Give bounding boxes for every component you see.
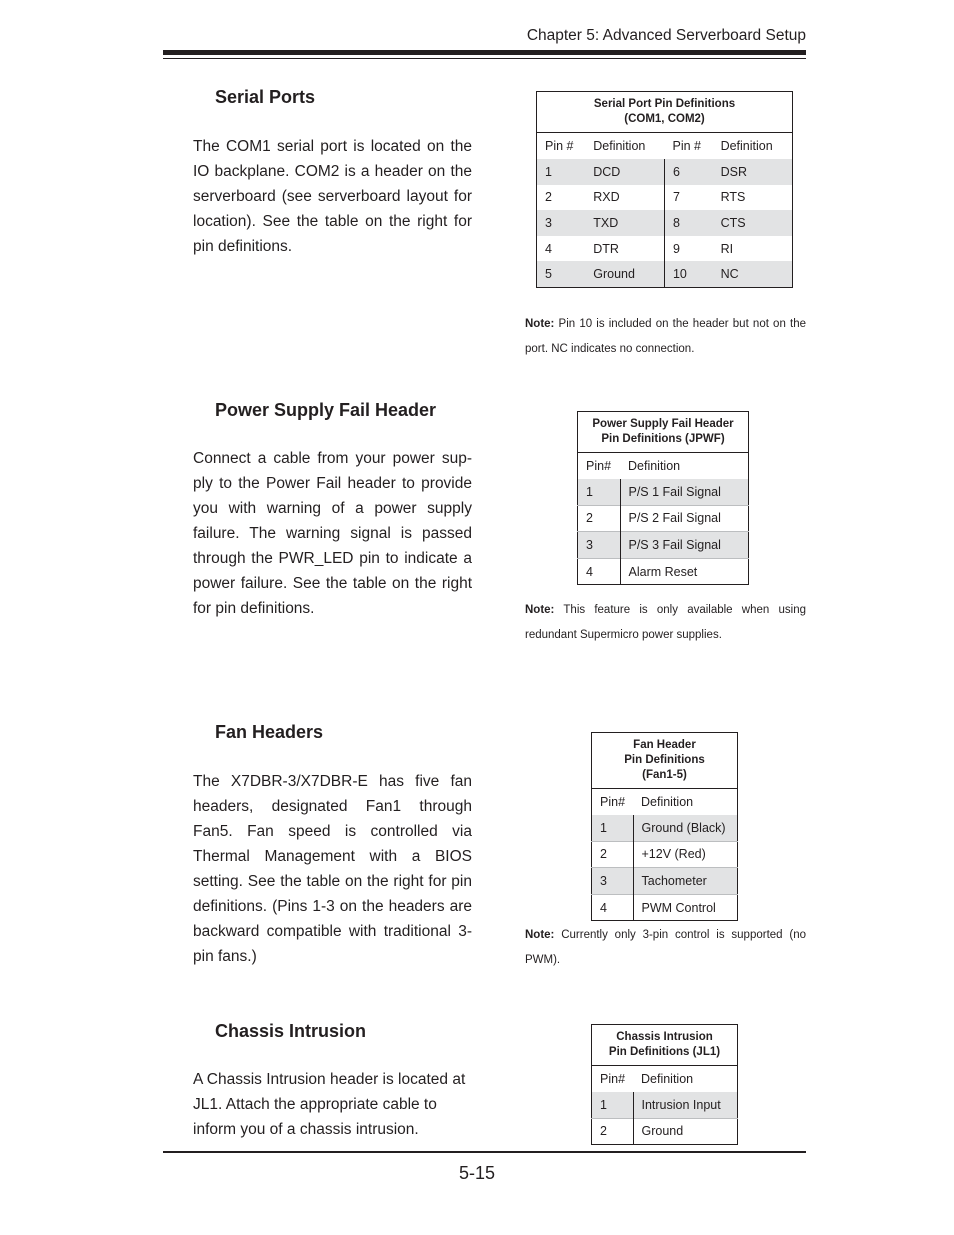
chassis-intrusion-heading: Chassis Intrusion [215, 1021, 367, 1041]
chassis-intrusion-body: A Chassis Intrusion header is located at JL1. Attach the appropriate cable to inform you of a chassis intrusion. [193, 1071, 466, 1138]
table-row: 1 DCD 6 DSR [537, 159, 793, 185]
table-row: 4 Alarm Reset [578, 558, 749, 585]
table-row: 2 RXD 7 RTS [537, 185, 793, 211]
table-row: 2 Ground [592, 1118, 738, 1145]
col-header: Definition [593, 139, 646, 153]
chapter-header: Chapter 5: Advanced Serverboard Setup [526, 27, 806, 44]
fan-table-title: Fan Header Pin Definitions (Fan1-5) [592, 733, 738, 789]
table-row: 2 P/S 2 Fail Signal [578, 505, 749, 532]
col-header: Definition [641, 795, 694, 809]
fan-pin-table [591, 732, 738, 921]
note-text: Pin 10 is included on the header but not on the port. NC indicates no connection. [525, 318, 806, 355]
fan-headers-body: The X7DBR-3/X7DBR-E has five fan headers, designated Fan1 through Fan5. Fan speed is controlled via Thermal Management with a BIOS setting. See the table on the right for pin definitions. (Pins 1-3 on the headers are backward compatible with traditional 3-pin fans.) [193, 773, 472, 965]
col-header: Pin # [672, 139, 701, 153]
serial-note [525, 312, 806, 362]
serial-pin-table [536, 91, 793, 288]
table-row: 1 Intrusion Input [592, 1092, 738, 1118]
table-row: 3 P/S 3 Fail Signal [578, 532, 749, 559]
serial-table-title: Serial Port Pin Definitions (COM1, COM2) [537, 92, 793, 133]
fan-note [525, 923, 806, 973]
table-row: 5 Ground 10 NC [537, 261, 793, 287]
table-row: 2 +12V (Red) [592, 841, 738, 868]
note-label: Note: [525, 929, 555, 941]
chassis-table-title: Chassis Intrusion Pin Definitions (JL1) [592, 1025, 738, 1066]
table-row: 3 Tachometer [592, 868, 738, 895]
table-row: 4 DTR 9 RI [537, 236, 793, 262]
psu-table-title: Power Supply Fail Header Pin Definitions (JPWF) [578, 412, 749, 453]
fan-table-header [592, 789, 738, 816]
col-header: Pin# [600, 795, 626, 809]
serial-ports-heading: Serial Ports [215, 87, 316, 107]
note-text: This feature is only available when using redundant Supermicro power supplies. [525, 604, 806, 641]
page-number: 5-15 [458, 1163, 496, 1183]
footer-rule [163, 1151, 806, 1153]
note-label: Note: [525, 604, 555, 616]
col-header: Pin# [600, 1072, 626, 1086]
serial-ports-body: The COM1 serial port is located on the IO backplane. COM2 is a header on the serverboard (see serverboard layout for location). See the table on the right for pin definitions. [193, 138, 472, 255]
table-row: 1 P/S 1 Fail Signal [578, 479, 749, 505]
chassis-pin-table [591, 1024, 738, 1145]
psu-table-header [578, 453, 749, 480]
col-header: Definition [720, 139, 773, 153]
fan-headers-heading: Fan Headers [215, 722, 324, 742]
table-row: 4 PWM Control [592, 894, 738, 921]
table-row: 1 Ground (Black) [592, 815, 738, 841]
psu-note [525, 598, 806, 648]
serial-table-header [537, 133, 793, 160]
note-text: Currently only 3-pin control is supported (no PWM). [525, 929, 806, 966]
col-header: Pin # [545, 139, 574, 153]
psu-fail-heading: Power Supply Fail Header [215, 400, 437, 420]
col-header: Pin# [586, 459, 612, 473]
header-rule-thin [163, 58, 806, 59]
note-label: Note: [525, 318, 555, 330]
table-row: 3 TXD 8 CTS [537, 210, 793, 236]
col-header: Definition [628, 459, 681, 473]
col-header: Definition [641, 1072, 694, 1086]
psu-pin-table [577, 411, 749, 585]
header-rule-thick [163, 50, 806, 55]
chassis-table-header [592, 1066, 738, 1093]
psu-fail-body: Connect a cable from your power sup-ply to the Power Fail header to provide you with warning of a power supply failure. The warning signal is passed through the PWR_LED pin to indicate a power failure. See the table on the right for pin definitions. [193, 450, 472, 617]
